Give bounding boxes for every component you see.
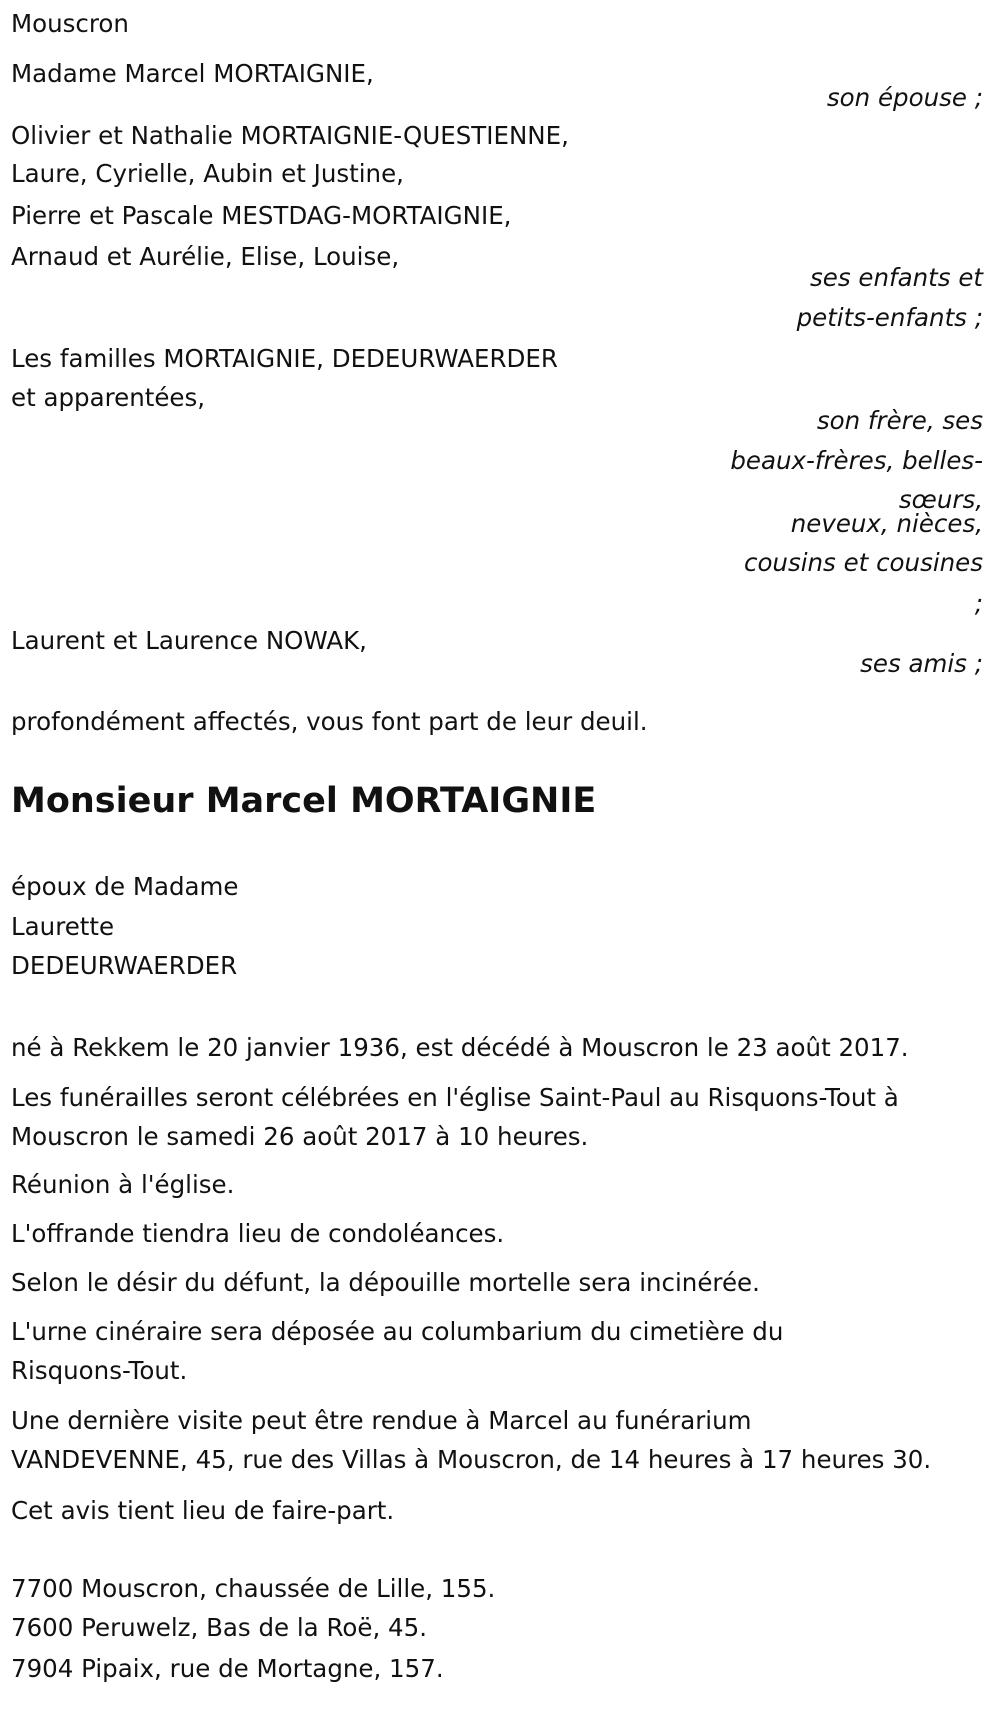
family-name-line: Les familles MORTAIGNIE, DEDEURWAERDER	[11, 344, 558, 373]
family-relation: sœurs,	[898, 485, 983, 514]
family-relation: cousins et cousines	[743, 548, 983, 577]
detail-line: Cet avis tient lieu de faire-part.	[11, 1496, 395, 1525]
family-relation: ses enfants et	[810, 263, 983, 292]
address-line: 7700 Mouscron, chaussée de Lille, 155.	[11, 1574, 496, 1603]
family-relation: petits-enfants ;	[796, 303, 983, 332]
family-name-line: Arnaud et Aurélie, Elise, Louise,	[11, 242, 400, 271]
family-name-line: et apparentées,	[11, 383, 206, 412]
detail-line: Les funérailles seront célébrées en l'église Saint-Paul au Risquons-Tout à	[11, 1083, 899, 1112]
detail-line: né à Rekkem le 20 janvier 1936, est décédé à Mouscron le 23 août 2017.	[11, 1033, 909, 1062]
spouse-line: Laurette	[11, 912, 115, 941]
family-relation: ses amis ;	[860, 649, 983, 678]
address-line: 7600 Peruwelz, Bas de la Roë, 45.	[11, 1613, 427, 1642]
family-relation: son frère, ses	[816, 406, 983, 435]
family-relation: son épouse ;	[826, 83, 983, 112]
spouse-line: époux de Madame	[11, 872, 239, 901]
detail-line: VANDEVENNE, 45, rue des Villas à Mouscron, de 14 heures à 17 heures 30.	[11, 1445, 932, 1474]
family-relation: ;	[974, 589, 983, 618]
detail-line: Réunion à l'église.	[11, 1170, 235, 1199]
family-name-line: Madame Marcel MORTAIGNIE,	[11, 59, 374, 88]
detail-line: Risquons-Tout.	[11, 1356, 188, 1385]
closing-family: profondément affectés, vous font part de leur deuil.	[11, 707, 648, 736]
spouse-line: DEDEURWAERDER	[11, 951, 238, 980]
detail-line: L'urne cinéraire sera déposée au columbarium du cimetière du	[11, 1317, 784, 1346]
deceased-name: Monsieur Marcel MORTAIGNIE	[11, 781, 597, 821]
address-line: 7904 Pipaix, rue de Mortagne, 157.	[11, 1654, 444, 1683]
family-name-line: Olivier et Nathalie MORTAIGNIE-QUESTIENNE,	[11, 121, 569, 150]
family-name-line: Laure, Cyrielle, Aubin et Justine,	[11, 159, 404, 188]
family-name-line: Pierre et Pascale MESTDAG-MORTAIGNIE,	[11, 201, 512, 230]
detail-line: Mouscron le samedi 26 août 2017 à 10 heures.	[11, 1122, 589, 1151]
family-relation: beaux-frères, belles-	[730, 446, 983, 475]
family-relation: neveux, nièces,	[790, 509, 983, 538]
detail-line: Selon le désir du défunt, la dépouille mortelle sera incinérée.	[11, 1268, 760, 1297]
location: Mouscron	[11, 9, 129, 38]
detail-line: L'offrande tiendra lieu de condoléances.	[11, 1219, 505, 1248]
detail-line: Une dernière visite peut être rendue à Marcel au funérarium	[11, 1406, 752, 1435]
family-name-line: Laurent et Laurence NOWAK,	[11, 626, 367, 655]
